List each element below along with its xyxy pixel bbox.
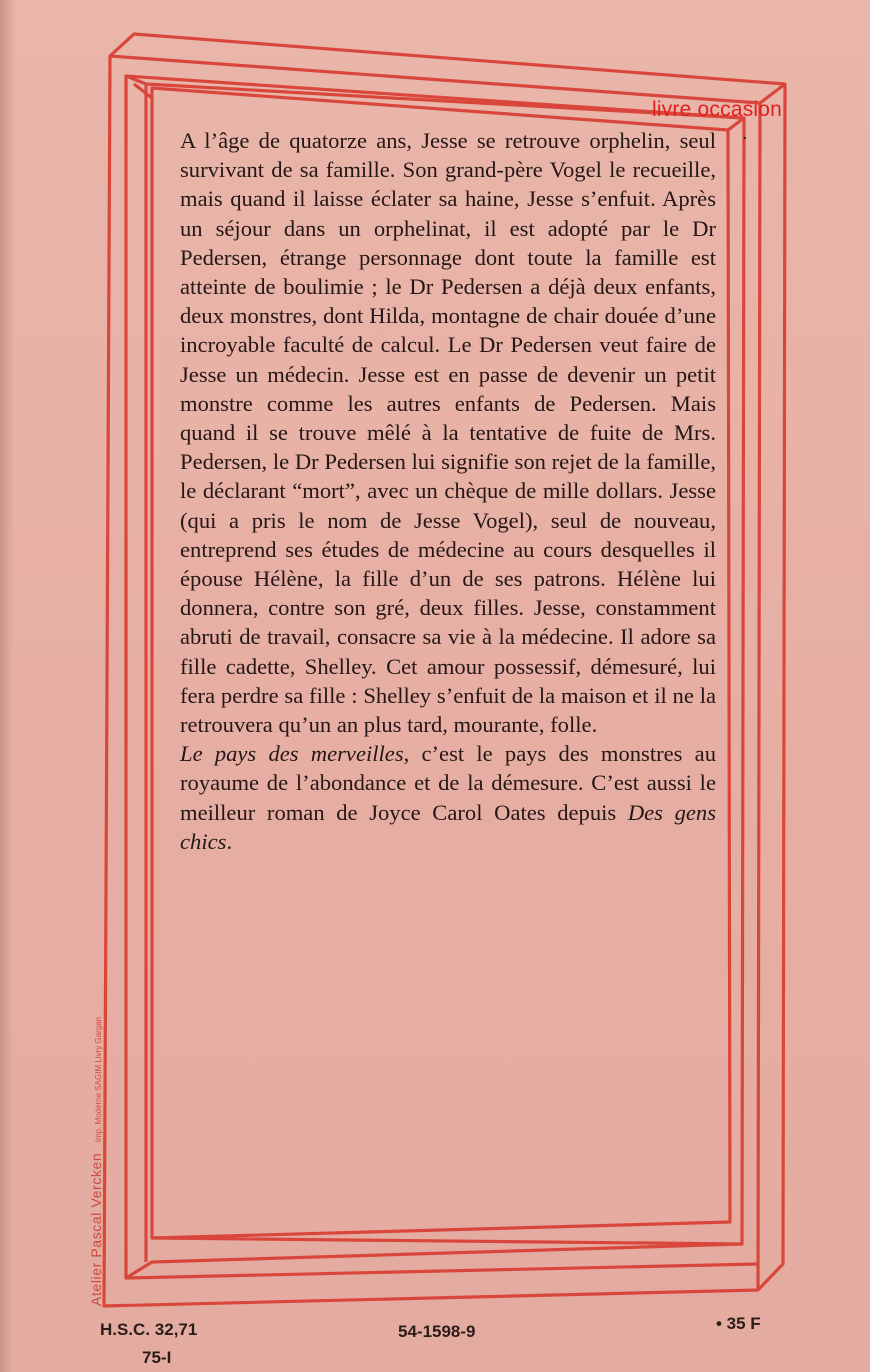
watermark-label: livre occasion <box>652 98 783 121</box>
back-cover-blurb <box>180 126 716 856</box>
design-credit <box>88 1017 106 1306</box>
price-label: • 35 F <box>716 1314 761 1333</box>
other-book-title-italic: Des gens chics <box>180 799 717 854</box>
inner-frame-top <box>134 84 152 98</box>
blurb-closing-period: . <box>226 828 233 854</box>
book-title-italic: Le pays des merveilles <box>180 741 404 767</box>
blurb-closing <box>180 739 716 856</box>
blurb-paragraph: A l’âge de quatorze ans, Jesse se retrouve orphelin, seul survivant de sa famille. Son grand-père Vogel le recueille, mais quand il laisse éclater sa haine, Jesse s’enfuit. Après un séjour dans un orphelinat, il est adopté par le Dr Pedersen, étrange personnage dont toute la famille est atteinte de boulimie ; le Dr Pedersen a déjà deux enfants, deux monstres, dont Hilda, montagne de chair douée d’une incroyable faculté de calcul. Le Dr Pedersen veut faire de Jesse un médecin. Jesse est en passe de devenir un petit monstre comme les autres enfants de Pedersen. Mais quand il se trouve mêlé à la tentative de fuite de Mrs. Pedersen, le Dr Pedersen lui signifie son rejet de la famille, le déclarant “mort”, avec un chèque de mille dollars. Jesse (qui a pris le nom de Jesse Vogel), seul de nouveau, entreprend ses études de médecine au cours desquelles il épouse Hélène, la fille d’un de ses patrons. Hélène lui donnera, contre son gré, deux filles. Jesse, constamment abruti de travail, consacre sa vie à la médecine. Il adore sa fille cadette, Shelley. Cet amour possessif, démesuré, lui fera perdre sa fille : Shelley s’enfuit de la maison et il ne la retrouvera qu’un an plus tard, mourante, folle. <box>180 128 716 738</box>
middle-frame-bottom <box>126 1264 758 1278</box>
inner-frame-bottom <box>152 1238 742 1244</box>
decorative-dot: · <box>742 128 748 149</box>
design-studio: Atelier Pascal Vercken <box>88 1152 104 1306</box>
isbn-number: 54-1598-9 <box>398 1322 476 1341</box>
hsc-code: H.S.C. 32,71 <box>100 1320 198 1339</box>
series-code: 75-I <box>142 1348 172 1367</box>
printer-credit: Imp. Moderne SAGIM Livry Gargan <box>94 1016 103 1143</box>
blurb-closing-text: , c’est le pays des monstres au royaume de l’abondance et de la démesure. C’est aussi le meilleur roman de Joyce Carol Oates depuis <box>180 741 717 825</box>
frame-bevel-right <box>758 103 760 1290</box>
